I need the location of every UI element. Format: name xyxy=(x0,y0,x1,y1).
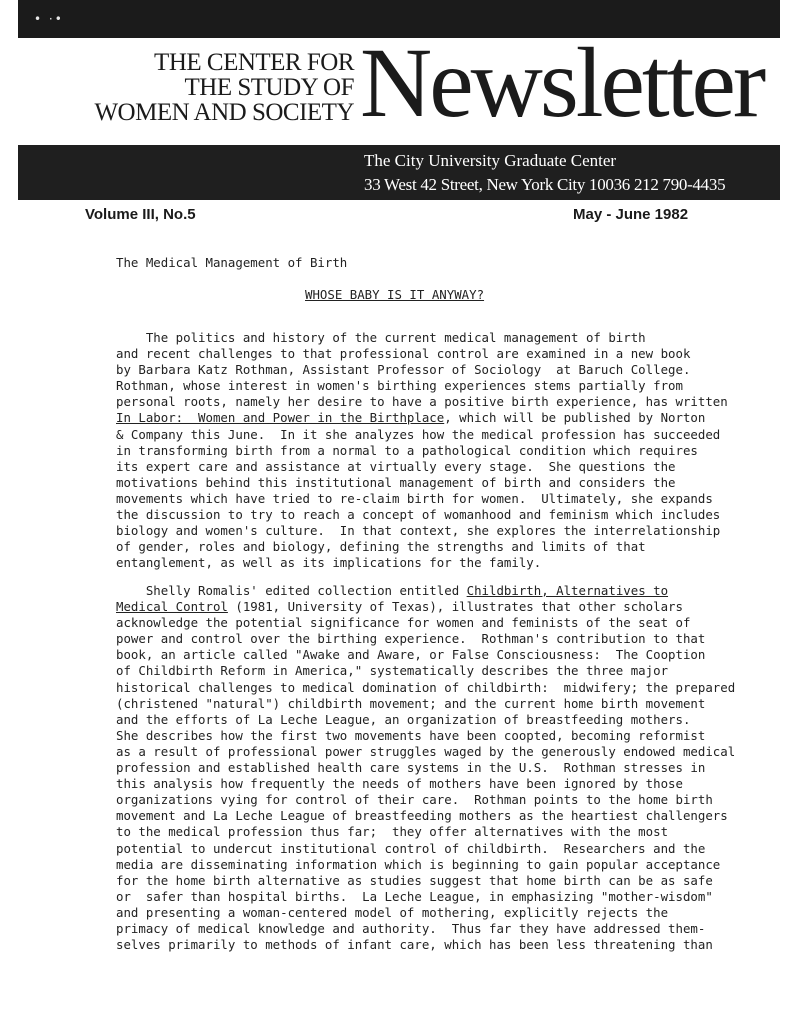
text-line: power and control over the birthing experience. Rothman's contribution to that xyxy=(116,631,706,647)
book-title: In Labor: Women and Power in the Birthplace xyxy=(116,410,445,426)
text-line: & Company this June. In it she analyzes how the medical profession has succeeded xyxy=(116,426,721,442)
issue-date: May - June 1982 xyxy=(573,206,689,223)
text-line: and the efforts of La Leche League, an organization of breastfeeding mothers. xyxy=(116,711,691,727)
text-line: personal roots, namely her desire to have a positive birth experience, has written xyxy=(116,394,728,410)
text-line: acknowledge the potential significance for women and feminists of the seat of xyxy=(116,615,691,631)
org-line-3: WOMEN AND SOCIETY xyxy=(94,99,354,126)
institution-name: The City University Graduate Center xyxy=(364,151,617,170)
text-line: organizations vying for control of their care. Rothman points to the home birth xyxy=(116,792,713,808)
text-line: biology and women's culture. In that context, she explores the interrelationship xyxy=(116,523,721,539)
text-line: the discussion to try to reach a concept of womanhood and feminism which includes xyxy=(116,507,721,523)
text-fragment: Shelly Romalis' edited collection entitled xyxy=(116,583,467,598)
volume-number: Volume III, No.5 xyxy=(85,206,196,223)
address: 33 West 42 Street, New York City 10036 212 790-4435 xyxy=(364,175,726,194)
text-line: potential to undercut institutional control of childbirth. Researchers and the xyxy=(116,840,706,856)
text-line: movement and La Leche League of breastfeeding mothers as the heartiest challengers xyxy=(116,808,728,824)
text-line: to the medical profession thus far; they offer alternatives with the most xyxy=(116,824,669,840)
text-line: profession and established health care systems in the U.S. Rothman stresses in xyxy=(116,760,706,776)
text-line: entanglement, as well as its implications for the family. xyxy=(116,555,542,571)
text-line: of Childbirth Reform in America," systematically describes the three major xyxy=(116,663,669,679)
text-line: or safer than hospital births. La Leche League, in emphasizing "mother-wisdom" xyxy=(116,888,713,904)
paragraph-2 xyxy=(116,583,776,953)
text-line: of gender, roles and biology, defining the strengths and limits of that xyxy=(116,539,646,555)
text-line: and presenting a woman-centered model of mothering, explicitly rejects the xyxy=(116,904,669,920)
text-line xyxy=(116,599,776,615)
text-line xyxy=(116,410,776,426)
masthead-title: Newsletter xyxy=(360,27,764,138)
text-line: in transforming birth from a normal to a pathological condition which requires xyxy=(116,442,698,458)
text-line: primacy of medical knowledge and authority. Thus far they have addressed them- xyxy=(116,920,706,936)
org-line-1: THE CENTER FOR xyxy=(154,49,354,76)
book-title-cont: Medical Control xyxy=(116,599,228,615)
text-line: Rothman, whose interest in women's birthing experiences stems partially from xyxy=(116,378,683,394)
book-title: Childbirth, Alternatives to xyxy=(466,583,669,598)
address-band xyxy=(18,145,780,200)
text-line xyxy=(116,583,776,599)
text-line: media are disseminating information which is beginning to gain popular acceptance xyxy=(116,856,721,872)
organization-name xyxy=(94,50,354,125)
paragraph-1 xyxy=(116,330,776,571)
text-line: She describes how the first two movements have been coopted, becoming reformist xyxy=(116,727,706,743)
text-line: (christened "natural") childbirth movement; and the current home birth movement xyxy=(116,695,706,711)
text-line: by Barbara Katz Rothman, Assistant Professor of Sociology at Baruch College. xyxy=(116,362,691,378)
text-line: book, an article called "Awake and Aware, or False Consciousness: The Cooption xyxy=(116,647,706,663)
text-line: motivations behind this institutional management of birth and considers the xyxy=(116,474,676,490)
text-line: historical challenges to medical domination of childbirth: midwifery; the prepared xyxy=(116,679,736,695)
text-line: for the home birth alternative as studies suggest that home birth can be as safe xyxy=(116,872,713,888)
scan-specks: • ·• xyxy=(34,12,64,26)
article-headline: WHOSE BABY IS IT ANYWAY? xyxy=(305,287,485,302)
text-line: its expert care and assistance at virtually every stage. She questions the xyxy=(116,458,676,474)
text-line: as a result of professional power struggles waged by the generously endowed medical xyxy=(116,743,736,759)
text-fragment: , which will be published by Norton xyxy=(444,410,706,426)
text-line: movements which have tried to re-claim birth for women. Ultimately, she expands xyxy=(116,490,713,506)
text-line: and recent challenges to that professional control are examined in a new book xyxy=(116,346,691,362)
org-line-2: THE STUDY OF xyxy=(184,74,354,101)
text-fragment: (1981, University of Texas), illustrates that other scholars xyxy=(227,599,683,615)
text-line: selves primarily to methods of infant care, which has been less threatening than xyxy=(116,937,713,953)
text-line: this analysis how frequently the needs of mothers have been ignored by those xyxy=(116,776,683,792)
text-line: The politics and history of the current medical management of birth xyxy=(116,330,646,345)
section-title: The Medical Management of Birth xyxy=(116,255,348,270)
